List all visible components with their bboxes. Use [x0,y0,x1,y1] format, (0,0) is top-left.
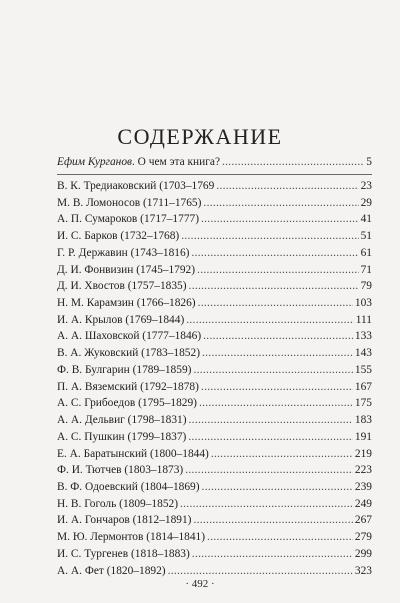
dot-leader [193,512,352,529]
toc-entry-title: А. П. Сумароков (1717–1777) [57,213,199,226]
toc-entry[interactable] [57,278,372,295]
toc-entry-page: 61 [360,246,372,259]
toc-entry[interactable] [57,178,372,195]
toc-entry-title: В. А. Жуковский (1783–1852) [57,347,200,360]
toc-intro-title [57,155,222,169]
toc-entry[interactable] [57,462,372,479]
toc-entry-page: 191 [354,430,372,443]
toc-entry-list [57,178,372,579]
dot-leader [191,245,358,262]
toc-entry[interactable] [57,496,372,513]
toc-intro-author: Ефим Курганов [57,156,132,168]
toc-entry-title: А. С. Пушкин (1799–1837) [57,430,187,443]
toc-entry-title: А. А. Шаховской (1777–1846) [57,330,202,343]
dot-leader [203,195,358,212]
toc-entry-page: 249 [354,497,372,510]
dot-leader [168,563,353,580]
toc-entry-title: В. К. Тредиаковский (1703–1769 [57,180,215,192]
toc-entry-title: Ф. В. Булгарин (1789–1859) [57,363,192,376]
dot-leader [201,379,353,396]
toc-entry[interactable] [57,328,372,345]
toc-entry-page: 23 [360,180,372,192]
dot-leader [185,462,353,479]
toc-entry[interactable] [57,245,372,262]
toc-entry[interactable] [57,512,372,529]
dot-leader [199,395,353,412]
toc-entry[interactable] [57,563,372,580]
dot-leader [189,278,359,295]
toc-entry-page: 167 [354,380,372,393]
dot-leader [202,479,353,496]
toc-entry-title: П. А. Вяземский (1792–1878) [57,380,199,393]
dot-leader [197,262,359,279]
dot-leader [207,529,353,546]
dot-leader [186,312,354,329]
toc-entry-page: 279 [354,531,372,544]
toc-entry[interactable] [57,379,372,396]
dot-leader [222,155,364,169]
toc-entry-title: Д. И. Фонвизин (1745–1792) [57,263,196,276]
toc-entry[interactable] [57,295,372,312]
toc-entry[interactable] [57,395,372,412]
toc-entry-page: 51 [360,230,372,243]
toc-entry-page: 143 [354,347,372,360]
toc-entry-title: Д. И. Хвостов (1757–1835) [57,280,187,293]
toc-entry-page: 223 [354,464,372,477]
toc-entry-page: 239 [354,480,372,493]
dot-leader [189,412,353,429]
toc-entry-title: М. В. Ломоносов (1711–1765) [57,196,202,209]
toc-entry-title: М. Ю. Лермонтов (1814–1841) [57,531,206,544]
toc-entry-page: 79 [360,280,372,293]
toc-entry-page: 103 [354,297,372,310]
page-title: СОДЕРЖАНИЕ [117,123,283,149]
dot-leader [192,546,353,563]
dot-leader [198,295,353,312]
toc-entry[interactable] [57,195,372,212]
toc-entry[interactable] [57,312,372,329]
toc-entry-page: 133 [354,330,372,343]
dot-leader [202,345,353,362]
toc-entry-page: 267 [354,514,372,527]
toc-entry-page: 29 [360,196,372,209]
toc-entry[interactable] [57,529,372,546]
table-of-contents [57,155,372,579]
dot-leader [193,362,352,379]
toc-entry[interactable] [57,429,372,446]
dot-leader [203,328,353,345]
toc-entry[interactable] [57,211,372,228]
toc-entry-page: 41 [360,213,372,226]
toc-entry-title: Н. М. Карамзин (1766–1826) [57,297,196,310]
toc-entry[interactable] [57,412,372,429]
toc-intro-page: 5 [366,156,372,168]
toc-entry-title: Н. В. Гоголь (1809–1852) [57,497,178,510]
dot-leader [211,446,353,463]
toc-entry-page: 323 [354,564,372,577]
toc-entry-page: 71 [360,263,372,276]
dot-leader [180,496,353,513]
page-number: · 492 · [185,578,215,590]
toc-intro-entry[interactable] [57,155,372,169]
dot-leader [216,178,358,195]
toc-entry-page: 299 [354,547,372,560]
toc-entry-title: Г. Р. Державин (1743–1816) [57,246,190,259]
toc-entry[interactable] [57,262,372,279]
toc-entry-page: 111 [355,313,372,326]
toc-entry-title: А. А. Фет (1820–1892) [57,564,166,577]
divider [57,174,372,175]
toc-entry-page: 155 [354,363,372,376]
toc-entry-title: Ф. И. Тютчев (1803–1873) [57,464,184,477]
toc-entry[interactable] [57,362,372,379]
toc-entry[interactable] [57,446,372,463]
toc-entry[interactable] [57,479,372,496]
dot-leader [201,211,359,228]
toc-entry-title: И. А. Крылов (1769–1844) [57,313,185,326]
dot-leader [188,429,353,446]
toc-entry-page: 183 [354,414,372,427]
toc-entry-page: 219 [354,447,372,460]
toc-entry[interactable] [57,546,372,563]
toc-entry-title: И. С. Тургенев (1818–1883) [57,547,190,560]
dot-leader [181,228,358,245]
toc-entry-title: И. А. Гончаров (1812–1891) [57,514,192,527]
toc-entry[interactable] [57,345,372,362]
toc-entry-title: И. С. Барков (1732–1768) [57,230,180,243]
toc-entry-title: А. А. Дельвиг (1798–1831) [57,414,187,427]
toc-entry-title: А. С. Грибоедов (1795–1829) [57,397,197,410]
toc-intro-title-text: . О чем эта книга? [131,156,220,168]
toc-entry-title: Е. А. Баратынский (1800–1844) [57,447,209,460]
toc-entry-title: В. Ф. Одоевский (1804–1869) [57,480,200,493]
toc-entry[interactable] [57,228,372,245]
toc-entry-page: 175 [354,397,372,410]
